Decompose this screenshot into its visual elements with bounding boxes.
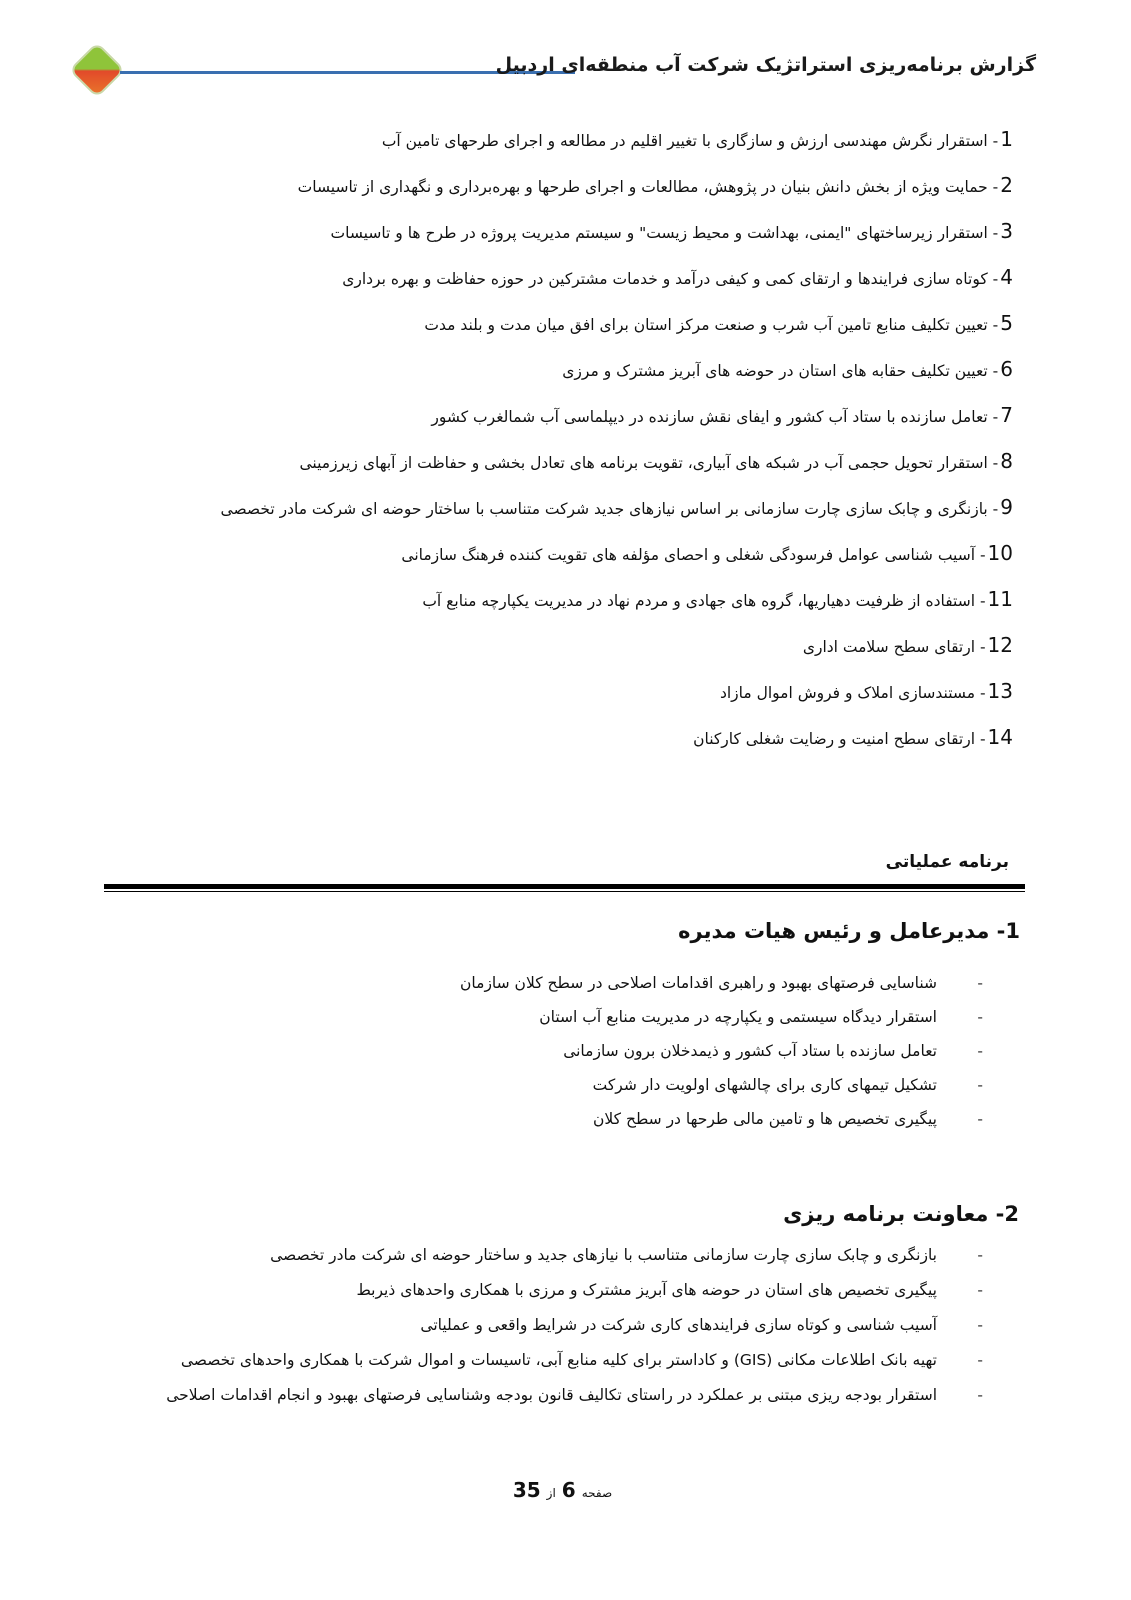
page-header — [0, 0, 1131, 110]
item-text: - حمایت ویژه از بخش دانش بنیان در پژوهش، مطالعات و اجرای طرحها و بهره‌برداری و نگهداری از تاسیسات — [297, 178, 999, 196]
item-number: 2 — [1000, 173, 1013, 197]
bullet-text: تشکیل تیمهای کاری برای چالشهای اولویت دار شرکت — [592, 1076, 937, 1094]
list-item — [133, 395, 1013, 441]
bullet-item — [460, 968, 983, 1002]
bullet-text: استقرار بودجه ریزی مبتنی بر عملکرد در راستای تکالیف قانون بودجه وشناسایی فرصتهای بهبود و انجام اقدامات اصلاحی — [166, 1386, 937, 1404]
bullet-text: آسیب شناسی و کوتاه سازی فرایندهای کاری شرکت در شرایط واقعی و عملیاتی — [420, 1316, 937, 1334]
item-text: - استقرار تحویل حجمی آب در شبکه های آبیاری، تقویت برنامه های تعادل بخشی و حفاظت از آبهای زیرزمینی — [299, 454, 999, 472]
item-text: - استفاده از ظرفیت دهیاریها، گروه های جهادی و مردم نهاد در مدیریت یکپارچه منابع آب — [422, 592, 986, 610]
section-rule-thin — [104, 891, 1025, 892]
footer-chapter: 6 — [561, 1478, 576, 1502]
item-number: 10 — [987, 541, 1013, 565]
diamond-logo-icon — [72, 45, 123, 96]
bullet-item — [166, 1345, 983, 1380]
list-item — [133, 119, 1013, 165]
list-item — [133, 625, 1013, 671]
bullet-item — [460, 1104, 983, 1138]
bullet-item — [460, 1070, 983, 1104]
bullet-dash: - — [977, 974, 983, 992]
bullet-dash: - — [977, 1316, 983, 1334]
bullet-text: استقرار دیدگاه سیستمی و یکپارچه در مدیریت منابع آب استان — [539, 1008, 937, 1026]
item-number: 7 — [1000, 403, 1013, 427]
page-footer — [0, 1478, 1131, 1502]
bullet-text: پیگیری تخصیص ها و تامین مالی طرحها در سطح کلان — [593, 1110, 937, 1128]
bullet-item — [460, 1002, 983, 1036]
list-item — [133, 441, 1013, 487]
bullet-item — [166, 1310, 983, 1345]
item-number: 12 — [987, 633, 1013, 657]
list-item — [133, 303, 1013, 349]
bullet-dash: - — [977, 1008, 983, 1026]
footer-of: از — [546, 1486, 556, 1500]
item-text: - بازنگری و چابک سازی چارت سازمانی بر اساس نیازهای جدید شرکت متناسب با ساختار حوضه ای شرکت مادر تخصصی — [220, 500, 999, 518]
list-item — [133, 211, 1013, 257]
item-text: - کوتاه سازی فرایندها و ارتقای کمی و کیفی درآمد و خدمات مشترکین در حوزه حفاظت و بهره برداری — [342, 270, 999, 288]
item-number: 11 — [987, 587, 1013, 611]
item-number: 8 — [1000, 449, 1013, 473]
bullet-dash: - — [977, 1110, 983, 1128]
list-item — [133, 349, 1013, 395]
item-text: - استقرار نگرش مهندسی ارزش و سازگاری با تغییر اقلیم در مطالعه و اجرای طرحهای تامین آب — [381, 132, 999, 150]
bullet-text: پیگیری تخصیص های استان در حوضه های آبریز مشترک و مرزی با همکاری واحدهای ذیربط — [356, 1281, 937, 1299]
footer-word: صفحه — [581, 1486, 613, 1500]
subsection-heading: 2- معاونت برنامه ریزی — [783, 1202, 1019, 1226]
bullet-dash: - — [977, 1281, 983, 1299]
item-text: - ارتقای سطح سلامت اداری — [802, 638, 986, 656]
item-number: 3 — [1000, 219, 1013, 243]
subsection-heading: 1- مدیرعامل و رئیس هیات مدیره — [678, 919, 1020, 943]
item-number: 5 — [1000, 311, 1013, 335]
bullet-dash: - — [977, 1076, 983, 1094]
list-item — [133, 487, 1013, 533]
bullet-item — [166, 1275, 983, 1310]
bullet-text: شناسایی فرصتهای بهبود و راهبری اقدامات اصلاحی در سطح کلان سازمان — [460, 974, 937, 992]
list-item — [133, 165, 1013, 211]
item-number: 14 — [987, 725, 1013, 749]
list-item — [133, 579, 1013, 625]
bullet-text: تعامل سازنده با ستاد آب کشور و ذیمدخلان برون سازمانی — [563, 1042, 937, 1060]
bullet-list — [460, 968, 983, 1138]
bullet-dash: - — [977, 1386, 983, 1404]
goals-list — [133, 119, 1013, 763]
header-title: گزارش برنامه‌ریزی استراتژیک شرکت آب منطقه‌ای اردبیل — [495, 54, 1036, 76]
list-item — [133, 257, 1013, 303]
bullet-item — [166, 1380, 983, 1415]
item-text: - تعیین تکلیف حقابه های استان در حوضه های آبریز مشترک و مرزی — [562, 362, 999, 380]
bullet-text: تهیه بانک اطلاعات مکانی (GIS) و کاداستر برای کلیه منابع آبی، تاسیسات و اموال شرکت با همکاری واحدهای تخصصی — [180, 1351, 937, 1369]
item-text: - آسیب شناسی عوامل فرسودگی شغلی و احصای مؤلفه های تقویت کننده فرهنگ سازمانی — [401, 546, 986, 564]
item-text: - مستندسازی املاک و فروش اموال مازاد — [719, 684, 986, 702]
bullet-item — [166, 1240, 983, 1275]
section-rule-thick — [104, 884, 1025, 889]
item-number: 13 — [987, 679, 1013, 703]
item-text: - تعامل سازنده با ستاد آب کشور و ایفای نقش سازنده در دیپلماسی آب شمالغرب کشور — [431, 408, 999, 426]
item-number: 1 — [1000, 127, 1013, 151]
item-number: 9 — [1000, 495, 1013, 519]
list-item — [133, 671, 1013, 717]
item-number: 4 — [1000, 265, 1013, 289]
item-text: - تعیین تکلیف منابع تامین آب شرب و صنعت مرکز استان برای افق میان مدت و بلند مدت — [424, 316, 999, 334]
item-text: - استقرار زیرساختهای "ایمنی، بهداشت و محیط زیست" و سیستم مدیریت پروژه در طرح ها و تاسیسات — [330, 224, 999, 242]
item-text: - ارتقای سطح امنیت و رضایت شغلی کارکنان — [693, 730, 986, 748]
list-item — [133, 533, 1013, 579]
bullet-dash: - — [977, 1351, 983, 1369]
bullet-list — [166, 1240, 983, 1415]
bullet-dash: - — [977, 1246, 983, 1264]
bullet-dash: - — [977, 1042, 983, 1060]
bullet-item — [460, 1036, 983, 1070]
section-title: برنامه عملیاتی — [885, 852, 1009, 872]
list-item — [133, 717, 1013, 763]
bullet-text: بازنگری و چابک سازی چارت سازمانی متناسب با نیازهای جدید و ساختار حوضه ای شرکت مادر تخصصی — [270, 1246, 937, 1264]
footer-page-number: 35 — [512, 1478, 541, 1502]
item-number: 6 — [1000, 357, 1013, 381]
